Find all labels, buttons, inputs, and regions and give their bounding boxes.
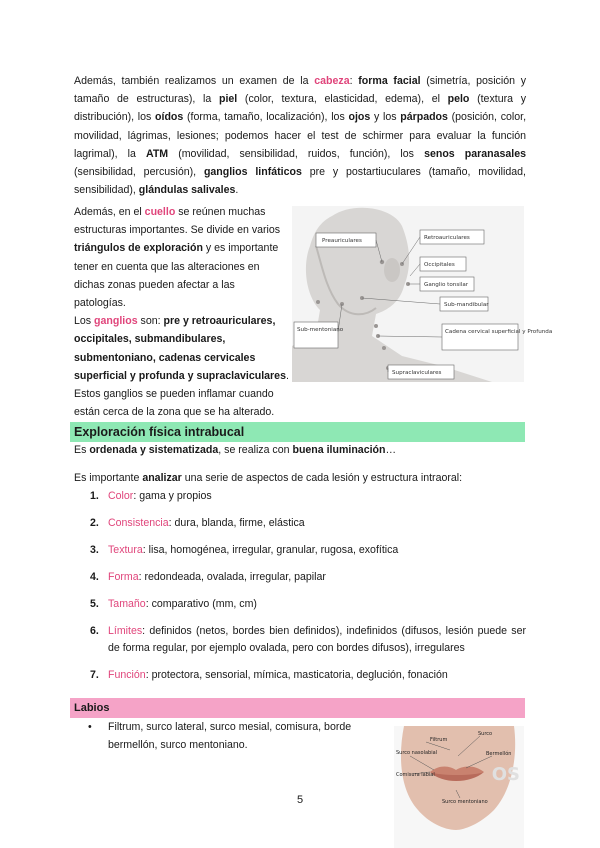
- label-surco-nasolabial: Surco nasolabial: [396, 750, 438, 756]
- head-exam-paragraph: [74, 72, 526, 199]
- text: (forma, tamaño, localización), los: [183, 111, 349, 124]
- text: (sensibilidad, percusión),: [74, 166, 204, 179]
- list-item-text: [108, 488, 526, 505]
- keyword-senos: senos paranasales: [424, 147, 527, 160]
- list-number: 5.: [90, 598, 99, 610]
- text: . Estos ganglios se pueden inflamar cuando están cerca de la zona que se ha alterado.: [74, 369, 289, 419]
- text: , se realiza con: [218, 444, 293, 456]
- list-item-desc: : comparativo (mm, cm): [145, 598, 257, 610]
- list-item-desc: : redondeada, ovalada, irregular, papilar: [138, 571, 326, 583]
- page-number: 5: [296, 794, 304, 806]
- text: (simetría, posición y tamaño de estructuras), la: [74, 75, 527, 106]
- keyword: ordenada y sistematizada: [89, 444, 219, 456]
- list-item-label: Color: [108, 490, 134, 502]
- list-item-desc: : definidos (netos, bordes bien definidos), indefinidos (difusos, lesión puede ser de forma regular, por ejemplo ovalada, pero con bordes difusos), irregulares: [108, 625, 526, 654]
- text: (movilidad, sensibilidad, ruidos, función), los: [168, 147, 425, 160]
- text: .: [235, 184, 239, 197]
- list-item-text: [108, 623, 526, 657]
- label-occipitales: Occipitales: [424, 262, 455, 268]
- ganglios-list: pre y retroauriculares, occipitales, submandibulares, submentoniano, cadenas cervicales superficial y profunda y supraclaviculares: [74, 315, 286, 382]
- keyword-atm: ATM: [145, 147, 169, 160]
- section-header-exploracion: Exploración física intrabucal: [70, 422, 525, 442]
- text: Además, también realizamos un examen de la: [74, 75, 315, 87]
- list-item-label: Tamaño: [108, 598, 146, 610]
- labios-list: [88, 718, 378, 754]
- list-number: 7.: [90, 669, 99, 681]
- list-item: [74, 515, 526, 532]
- list-item: [74, 623, 526, 657]
- keyword: analizar: [142, 472, 182, 484]
- list-item: [74, 596, 526, 613]
- label-surco-mentoniano: Surco mentoniano: [442, 799, 488, 805]
- keyword-forma-facial: forma facial: [358, 75, 421, 87]
- list-item-label: Función: [108, 669, 146, 681]
- section-header-labios: Labios: [70, 698, 525, 718]
- keyword-ganglios: ganglios linfáticos: [203, 166, 302, 179]
- label-submentoniano: Sub-mentoniano: [297, 327, 344, 333]
- list-number: 1.: [90, 490, 99, 502]
- list-item-desc: : dura, blanda, firme, elástica: [168, 517, 305, 529]
- keyword-oidos: oídos: [155, 111, 184, 124]
- list-item-text: [108, 515, 526, 532]
- text: y es importante tener en cuenta que las alteraciones en dichas zonas pueden afectar a las patologías.: [74, 242, 279, 310]
- label-surco: Surco: [478, 731, 493, 737]
- text: son:: [137, 315, 164, 328]
- text: una serie de aspectos de cada lesión y estructura intraoral:: [181, 472, 463, 484]
- keyword-glandulas: glándulas salivales: [138, 184, 236, 197]
- list-item-desc: : gama y propios: [133, 490, 212, 502]
- list-item: [74, 542, 526, 559]
- neck-lymph-nodes-figure: [292, 206, 553, 382]
- list-item-text: [108, 542, 526, 559]
- text: y los: [370, 111, 401, 124]
- text: (posición, color, movilidad, lágrimas, lesiones; podemos hacer el test de schirmer para evaluar la función lagrimal), la: [74, 111, 527, 160]
- keyword-ganglios: ganglios: [94, 315, 138, 328]
- keyword-ojos: ojos: [348, 111, 371, 124]
- text: se reúnen muchas estructuras importantes. Se divide en varios: [74, 206, 281, 237]
- keyword-parpados: párpados: [400, 111, 448, 124]
- text-line: [74, 472, 462, 484]
- text: (color, textura, elasticidad, edema), el: [237, 93, 448, 106]
- label-comisura-labial: Comisura labial: [396, 772, 435, 778]
- label-ganglio-tonsilar: Ganglio tonsilar: [424, 282, 469, 288]
- text: Los: [74, 315, 95, 328]
- list-item-text: [108, 569, 526, 586]
- label-filtrum: Filtrum: [430, 737, 448, 743]
- list-number: 3.: [90, 544, 99, 556]
- neck-exam-paragraph: [74, 203, 289, 421]
- keyword-triangulos: triángulos de exploración: [74, 242, 203, 255]
- text: :: [349, 75, 359, 87]
- label-retroauriculares: Retroauriculares: [424, 235, 470, 241]
- list-number: 4.: [90, 571, 99, 583]
- label-submandibular: Sub-mandibular: [444, 302, 489, 308]
- list-item-text: [108, 667, 526, 684]
- list-item-desc: : lisa, homogénea, irregular, granular, rugosa, exofítica: [142, 544, 399, 556]
- list-item-label: Textura: [108, 544, 143, 556]
- keyword: buena iluminación: [292, 444, 386, 456]
- list-item: [74, 488, 526, 505]
- label-box: [294, 322, 338, 348]
- text: Además, en el: [74, 206, 145, 218]
- label-box: [442, 324, 518, 350]
- text: (textura y distribución), los: [74, 93, 526, 124]
- label-cadena-cervical: Cadena cervical superficial y Profunda: [445, 329, 553, 335]
- list-item: [74, 667, 526, 684]
- list-item-desc: : protectora, sensorial, mímica, masticatoria, deglución, fonación: [145, 669, 448, 681]
- keyword-pelo: pelo: [447, 93, 470, 106]
- list-item: • Filtrum, surco lateral, surco mesial, comisura, borde bermellón, surco mentoniano.: [88, 718, 378, 754]
- keyword-cuello: cuello: [144, 206, 176, 218]
- list-item-text: [108, 596, 526, 613]
- list-item: [74, 569, 526, 586]
- text: …: [385, 444, 397, 456]
- list-item-label: Consistencia: [108, 517, 169, 529]
- list-item-label: Forma: [108, 571, 139, 583]
- text: Es importante: [74, 472, 143, 484]
- keyword-cabeza: cabeza: [314, 75, 350, 87]
- label-preauriculares: Preauriculares: [322, 238, 362, 244]
- text-line: [74, 444, 396, 456]
- text: pre y postartiuculares (tamaño, movilidad, sensibilidad),: [74, 166, 526, 197]
- list-number: 2.: [90, 517, 99, 529]
- text: Es: [74, 444, 90, 456]
- lips-anatomy-figure: [394, 726, 524, 848]
- label-bermellon: Bermellón: [486, 751, 512, 757]
- label-supraclaviculares: Supraclaviculares: [392, 370, 442, 376]
- keyword-piel: piel: [218, 93, 238, 106]
- list-number: 6.: [90, 625, 99, 637]
- watermark: OS: [491, 764, 520, 785]
- list-item-label: Límites: [108, 625, 143, 637]
